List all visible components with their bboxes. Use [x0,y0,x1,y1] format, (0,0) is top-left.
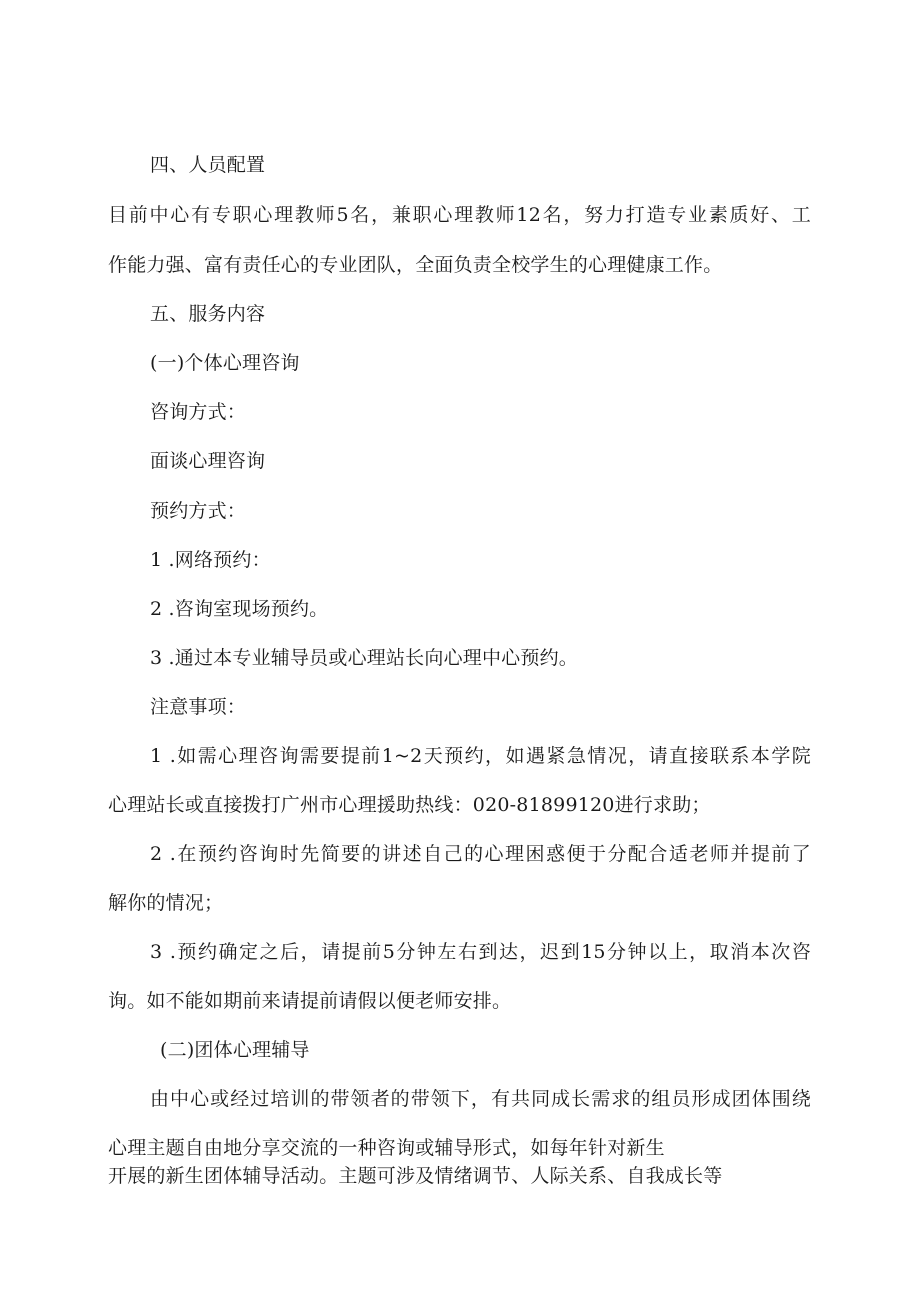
paragraph-line: 作能力强、富有责任心的专业团队，全面负责全校学生的心理健康工作。 [108,254,723,276]
list-item: 1 .如需心理咨询需要提前1~2天预约，如遇紧急情况，请直接联系本学院 [150,745,811,767]
paragraph-line: 面谈心理咨询 [150,450,266,472]
list-item: 3 .预约确定之后，请提前5分钟左右到达，迟到15分钟以上，取消本次咨 [150,941,811,963]
subsection-heading-group: (二)团体心理辅导 [160,1039,310,1061]
paragraph-line: 由中心或经过培训的带领者的带领下，有共同成长需求的组员形成团体围绕 [150,1088,811,1110]
paragraph-line: 开展的新生团体辅导活动。主题可涉及情绪调节、人际关系、自我成长等 [108,1165,723,1187]
list-item: 1 .网络预约： [150,549,271,571]
list-item: 3 .通过本专业辅导员或心理站长向心理中心预约。 [150,647,578,669]
paragraph-line: 询。如不能如期前来请提前请假以便老师安排。 [108,990,512,1012]
paragraph-line: 解你的情况； [108,892,224,914]
paragraph-line: 预约方式： [150,500,247,522]
paragraph-line: 注意事项： [150,696,247,718]
paragraph-line: 咨询方式： [150,401,247,423]
paragraph-line: 心理主题自由地分享交流的一种咨询或辅导形式，如每年针对新生 [108,1137,665,1159]
list-item: 2 .在预约咨询时先简要的讲述自己的心理困惑便于分配合适老师并提前了 [150,843,811,865]
paragraph-line: 心理站长或直接拨打广州市心理援助热线：020-81899120进行求助； [108,794,711,816]
paragraph-line: 目前中心有专职心理教师5名，兼职心理教师12名，努力打造专业素质好、工 [108,204,811,226]
section-heading-staffing: 四、人员配置 [150,154,266,176]
subsection-heading-individual: (一)个体心理咨询 [150,352,300,374]
section-heading-services: 五、服务内容 [150,303,266,325]
list-item: 2 .咨询室现场预约。 [150,598,329,620]
